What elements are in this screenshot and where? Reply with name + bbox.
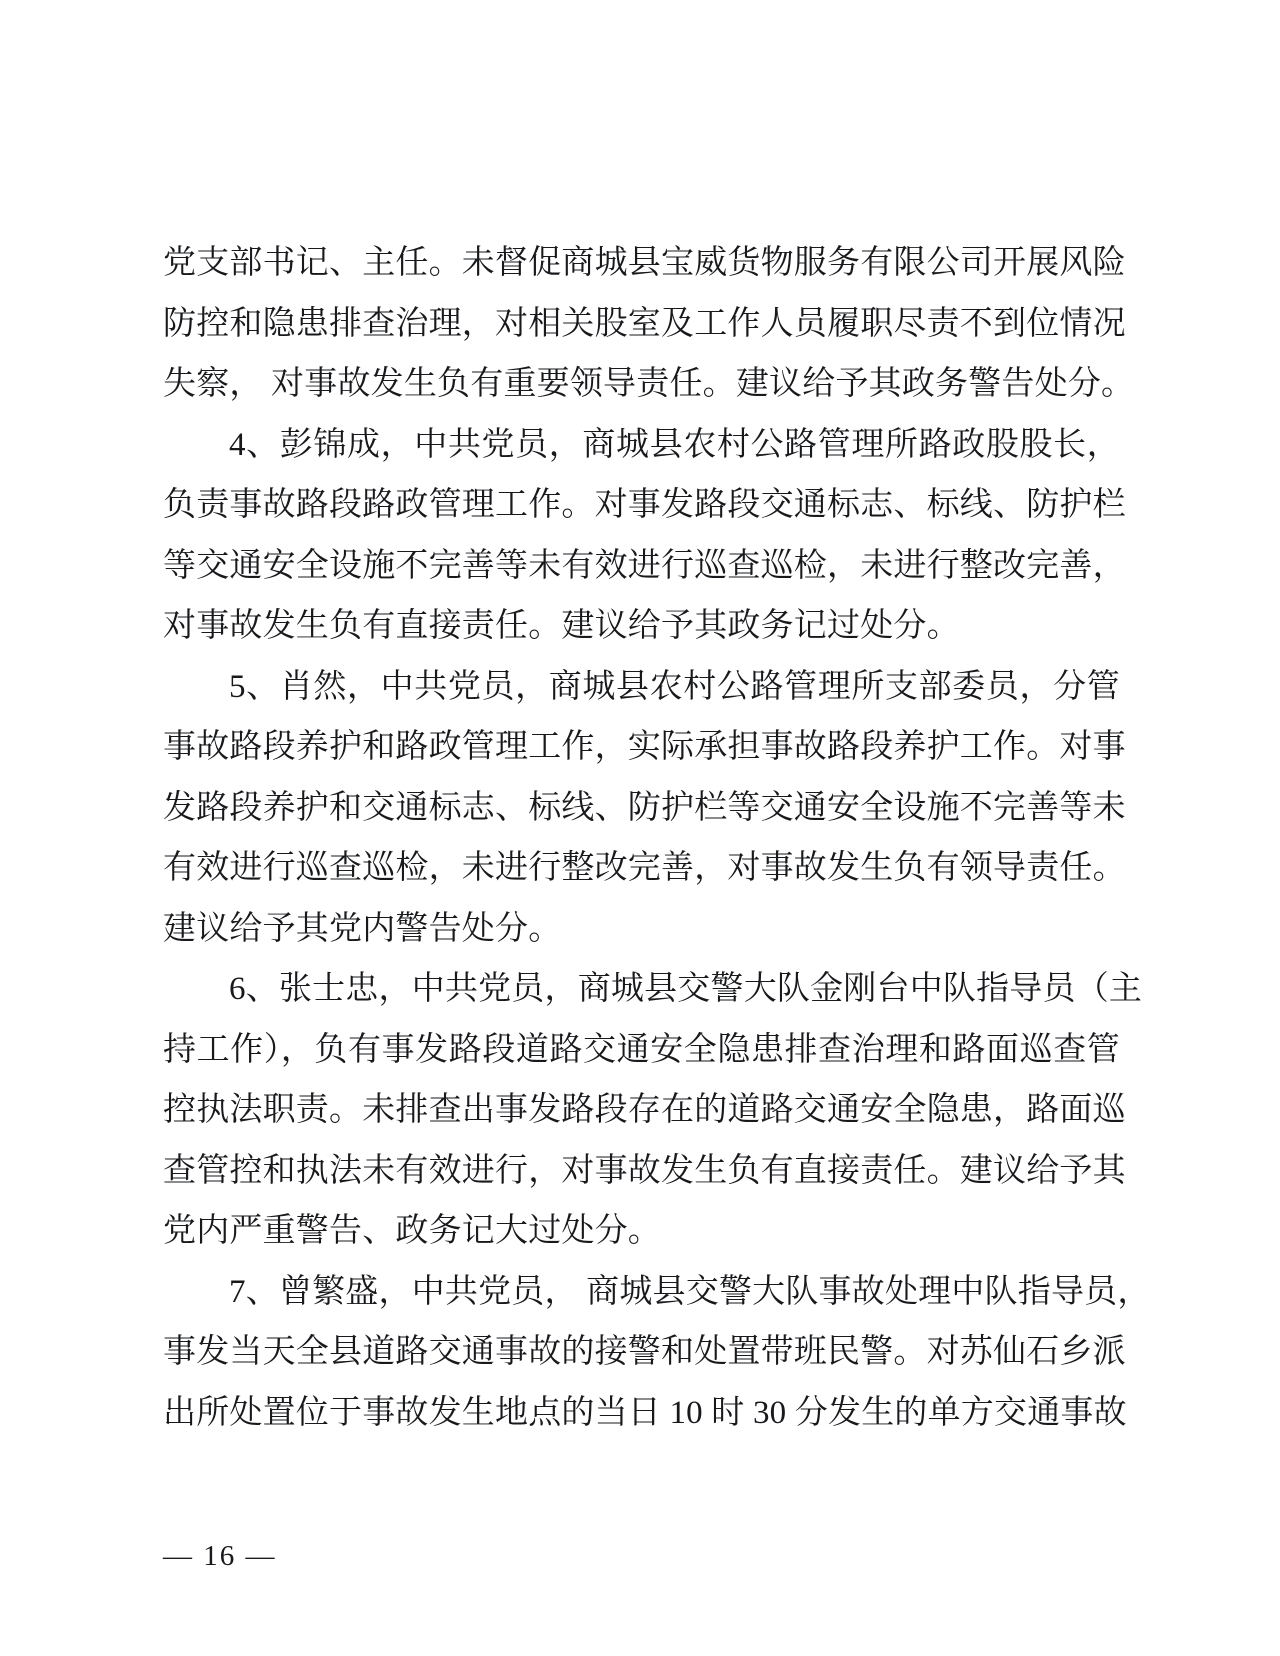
document-line: 有效进行巡查巡检，未进行整改完善，对事故发生负有领导责任。 <box>163 850 1126 886</box>
document-line: 党内严重警告、政务记大过处分。 <box>163 1213 661 1249</box>
document-line: 党支部书记、主任。未督促商城县宝威货物服务有限公司开展风险 <box>163 245 1126 281</box>
document-line: 对事故发生负有直接责任。建议给予其政务记过处分。 <box>163 608 960 644</box>
document-body-text <box>163 233 1151 1443</box>
document-line: 查管控和执法未有效进行，对事故发生负有直接责任。建议给予其 <box>163 1152 1126 1189</box>
document-line: 出所处置位于事故发生地点的当日 10 时 30 分发生的单方交通事故 <box>163 1394 1127 1431</box>
document-line: 等交通安全设施不完善等未有效进行巡查巡检，未进行整改完善， <box>163 547 1126 584</box>
page-number: — 16 — <box>163 1540 277 1572</box>
document-line: 事发当天全县道路交通事故的接警和处置带班民警。对苏仙石乡派 <box>163 1334 1126 1370</box>
document-line: 发路段养护和交通标志、标线、防护栏等交通安全设施不完善等未 <box>163 789 1126 826</box>
document-line: 失察， 对事故发生负有重要领导责任。建议给予其政务警告处分。 <box>163 366 1135 402</box>
document-line: 持工作），负有事发路段道路交通安全隐患排查治理和路面巡查管 <box>163 1031 1120 1068</box>
document-line: 4、彭锦成，中共党员，商城县农村公路管理所路政股股长， <box>229 426 1120 463</box>
document-line: 5、肖然，中共党员，商城县农村公路管理所支部委员，分管 <box>229 668 1120 705</box>
document-line: 负责事故路段路政管理工作。对事发路段交通标志、标线、防护栏 <box>163 487 1126 523</box>
document-line: 6、张士忠，中共党员，商城县交警大队金刚台中队指导员（主 <box>229 971 1143 1007</box>
document-line: 7、曾繁盛，中共党员， 商城县交警大队事故处理中队指导员， <box>229 1273 1151 1310</box>
document-line: 事故路段养护和路政管理工作，实际承担事故路段养护工作。对事 <box>163 729 1126 765</box>
document-line: 防控和隐患排查治理，对相关股室及工作人员履职尽责不到位情况 <box>163 305 1126 342</box>
document-line: 控执法职责。未排查出事发路段存在的道路交通安全隐患，路面巡 <box>163 1092 1126 1128</box>
document-line: 建议给予其党内警告处分。 <box>163 910 562 947</box>
